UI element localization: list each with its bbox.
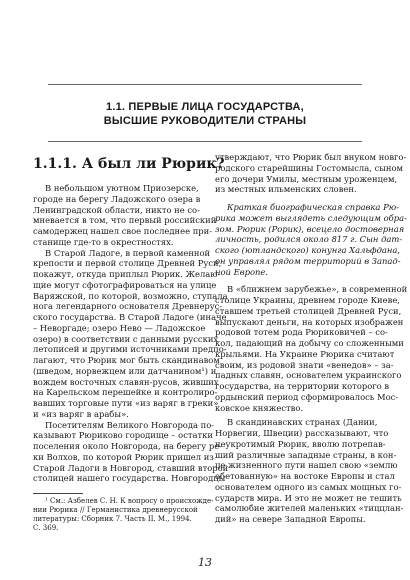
text-line: основателем одного из самых мощных го- (215, 481, 402, 492)
text-line: ной Европе. (215, 266, 269, 277)
text-line: ший различные западные страны, в кон- (215, 449, 397, 460)
text-line: личность, родился около 817 г. Сын дат- (215, 234, 403, 245)
text-line: Ленинградской области, никто не со- (33, 204, 200, 215)
text-line: В «ближнем зарубежье», в современной (227, 284, 408, 295)
text-line: на Карельском перешейке и контролиро- (33, 387, 218, 398)
text-line: ки Волхов, по которой Рюрик пришел из (33, 451, 214, 462)
header-rule-bottom (48, 141, 362, 142)
left-column-text (33, 183, 229, 484)
right-column (215, 152, 408, 525)
text-line: родовой тотем рода Рюриковичей – со- (215, 327, 388, 338)
text-line: дий» на севере Западной Европы. (215, 514, 366, 524)
text-line: и «из варяг в арабы». (33, 408, 129, 419)
text-line: нии Рюрика // Германистика древнерусской (33, 506, 198, 514)
subsection-title-b: Рюрик? (161, 156, 225, 172)
text-line: Краткая биографическая справка Рю- (227, 202, 399, 212)
text-line: Старой Ладоги в Новгород, ставший второй (33, 462, 229, 473)
text-line: самолюбие жителей маленьких «тиццлан- (215, 503, 404, 514)
text-line: неукротимый Рюрик, вволю потрепав- (215, 438, 386, 449)
text-line: (шведом, норвежцем или датчанином¹) и (33, 365, 217, 376)
text-line: ского государства. В Старой Ладоге (иначе (33, 312, 227, 322)
text-line: вождем восточных славян-русов, живших (33, 376, 219, 387)
header-rule-top (48, 84, 362, 85)
text-line: В небольшом уютном Приозерске, (45, 183, 199, 193)
text-line: он управлял рядом территорий в Запад- (215, 255, 401, 266)
subsection-title (33, 155, 225, 173)
text-line: столице Украины, древнем городе Киеве, (215, 295, 400, 305)
section-heading-line-1: 1.1. ПЕРВЫЕ ЛИЦА ГОСУДАРСТВА, (106, 101, 304, 113)
text-line: рика может выглядеть следующим обра- (215, 212, 407, 223)
text-line: утверждают, что Рюрик был внуком новго- (215, 152, 407, 162)
text-line: городе на берегу Ладожского озера в (33, 193, 201, 204)
right-column-paragraph-1 (215, 152, 407, 195)
text-line: самодержец нашел свое последнее при- (33, 226, 213, 236)
text-line: щие могут сфотографироваться на улице (33, 279, 217, 290)
text-line: обетованную» на востоке Европы и стал (215, 471, 395, 481)
text-line: ставшем третьей столицей Древней Руси, (215, 305, 402, 316)
text-line: покажут, откуда приплыл Рюрик. Желаю- (33, 269, 221, 279)
text-line: сударств мира. И это не может не тешить (215, 492, 402, 503)
text-line: ского (ютландского) конунга Хальфдана, (215, 245, 401, 255)
footnote (33, 497, 214, 533)
right-column-paragraph-3 (215, 417, 404, 525)
page-number: 13 (198, 556, 212, 569)
text-line: озеро) в соответствии с данными русских (33, 333, 219, 344)
text-line: казывают Рюриково городище – остатки (33, 430, 213, 441)
text-line: падных славян, основателем украинского (215, 370, 402, 381)
text-line: крыльями. На Украине Рюрика считают (215, 348, 395, 359)
left-column (33, 152, 229, 484)
subsection-number: 1.1.1. (33, 156, 77, 172)
text-line: – Неворгаде; озеро Нево — Ладожское (33, 322, 206, 333)
text-line: С. 369. (33, 524, 59, 532)
text-line: зом. Рюрик (Рорик), всецело достоверная (215, 223, 405, 234)
text-line: Посетителям Великого Новгорода по- (45, 419, 215, 430)
text-line: ¹ См.: Азбелев С. Н. К вопросу о происхожде- (45, 497, 214, 505)
text-line: В скандинавских странах (Дании, (227, 417, 378, 428)
text-line: государства, на территории которого в (215, 381, 390, 391)
text-line: Варяжской, по которой, возможно, ступала (33, 290, 228, 301)
text-line: крепости и первой столице Древней Руси, (33, 258, 222, 269)
text-line: кол, падающий на добычу со сложенными (215, 338, 404, 348)
text-line: мневается в том, что первый российский (33, 215, 217, 226)
text-line: летописей и другими источниками предпо- (33, 344, 227, 355)
text-line: нога легендарного основателя Древнерус- (33, 301, 223, 312)
text-line: поселения около Новгорода, на берегу ре- (33, 441, 223, 451)
text-line: це жизненного пути нашел свою «землю (215, 460, 398, 471)
text-line: литературы: Сборник 7. Часть II. М., 1994. (33, 515, 192, 523)
section-heading (40, 100, 370, 128)
text-line: станище где-то в окрестностях. (33, 236, 174, 247)
text-line: его дочери Умилы, местным уроженцем, (215, 173, 398, 184)
text-line: Норвегии, Швеции) рассказывают, что (215, 428, 389, 438)
subsection-title-a: А был ли (81, 156, 157, 172)
text-line: вавших торговые пути «из варяг в греки» (33, 398, 219, 408)
text-line: выпускают деньги, на которых изображен (215, 316, 404, 327)
text-line: ордынский период сформировалось Мос- (215, 391, 399, 402)
section-heading-line-2: ВЫСШИЕ РУКОВОДИТЕЛИ СТРАНЫ (103, 115, 307, 127)
biography-note (215, 202, 407, 277)
text-line: своим, из родовой знати «венедов» – за- (215, 359, 394, 370)
footnote-rule (33, 493, 83, 494)
text-line: ковское княжество. (215, 402, 304, 413)
text-line: лагают, что Рюрик мог быть скандинавом (33, 355, 220, 365)
right-column-paragraph-2 (215, 284, 408, 413)
text-line: из местных ильменских словен. (215, 184, 357, 195)
text-line: В Старой Ладоге, в первой каменной (45, 247, 211, 258)
text-line: столицей нашего государства. Новгородцы (33, 473, 226, 484)
text-line: родского старейшины Гостомысла, сыном (215, 162, 404, 173)
